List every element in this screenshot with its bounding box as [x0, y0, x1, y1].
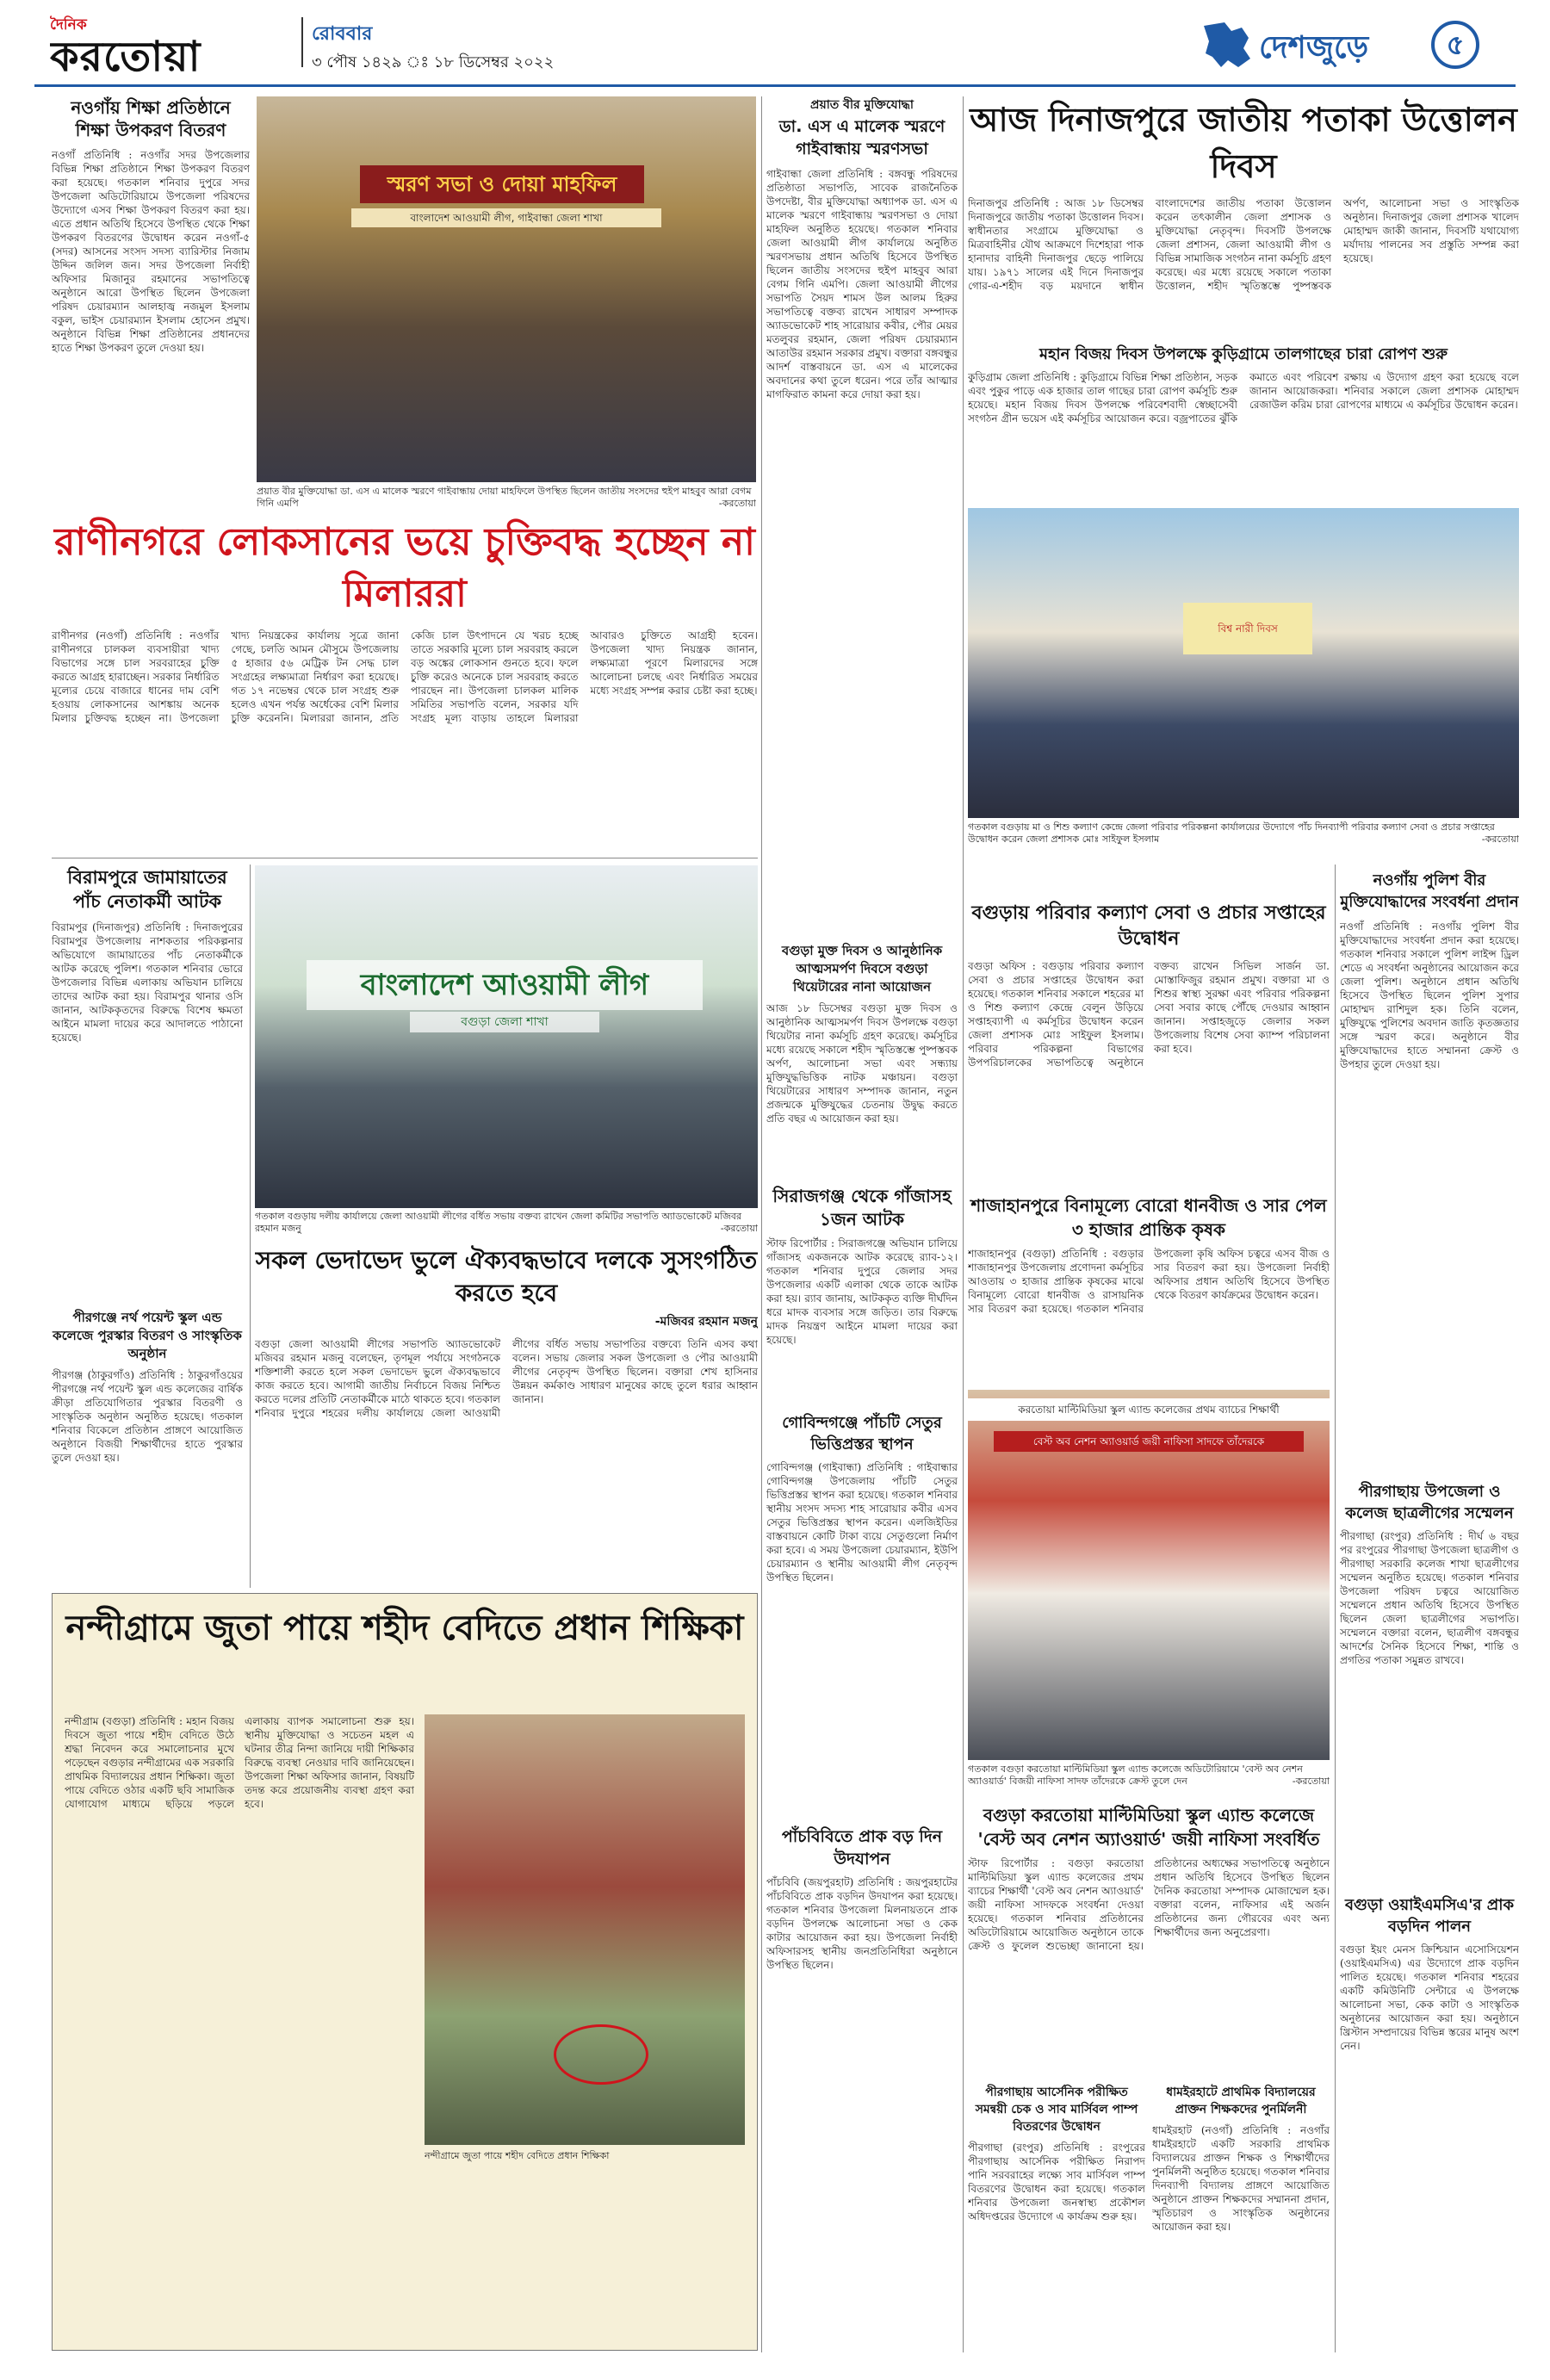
article-pirgachha-chhatraleague [1340, 1481, 1519, 1886]
headline: পীরগাছায় উপজেলা ও কলেজ ছাত্রলীগের সম্মেলন [1345, 1483, 1514, 1522]
article-pirgachha-arsenic [968, 2084, 1145, 2351]
article-kurigram-palm [968, 344, 1519, 499]
article-raninagar-millers [52, 517, 758, 827]
article-body: ধামইরহাট (নওগাঁ) প্রতিনিধি : নওগাঁর ধামইরহাটে একটি সরকারি প্রাথমিক বিদ্যালয়ের প্রাক্তন শিক্ষক ও শিক্ষার্থীদের পুনর্মিলনী অনুষ্ঠিত হয়েছে। গতকাল শনিবার দিনব্যাপী বিদ্যালয় প্রাঙ্গণে আয়োজিত অনুষ্ঠানে প্রাক্তন শিক্ষকদের সম্মাননা প্রদান, স্মৃতিচারণ ও সাংস্কৃতিক অনুষ্ঠানের আয়োজন করা হয়। [1152, 2124, 1330, 2233]
section-label [1197, 19, 1490, 71]
issue-day: রোববার [312, 23, 373, 45]
headline: রাণীনগরে লোকসানের ভয়ে চুক্তিবদ্ধ হচ্ছেন না মিলাররা [54, 520, 755, 616]
photo-caption [257, 486, 756, 513]
headline: বগুড়ায় পরিবার কল্যাণ সেবা ও প্রচার সপ্তাহের উদ্বোধন [971, 902, 1326, 950]
photo-caption: নন্দীগ্রামে জুতা পায়ে শহীদ বেদিতে প্রধান শিক্ষিকা [425, 2150, 610, 2161]
paper-logo-small: দৈনিক [50, 16, 87, 33]
headline: পীরগাছায় আর্সেনিক পরীক্ষিত সমন্বয়ী চেক ও সাব মার্সিবল পাম্প বিতরণের উদ্বোধন [975, 2086, 1138, 2134]
headline: ডা. এস এ মালেক স্মরণে গাইবান্ধায় স্মরণসভা [778, 117, 946, 158]
headline: পীরগঞ্জে নর্থ পয়েন্ট স্কুল এন্ড কলেজে পুরস্কার বিতরণ ও সাংস্কৃতিক অনুষ্ঠান [53, 1310, 242, 1361]
caption-text: গতকাল বগুড়া করতোয়া মাল্টিমিডিয়া স্কুল এ্যান্ড কলেজে অডিটোরিয়ামে 'বেস্ট অব নেশন অ্যাওয়ার্ড' বিজয়ী নাফিসা সাদফ তাঁদেরকে ক্রেস্ট তুলে দেন [968, 1763, 1303, 1787]
article-body: বিরামপুর (দিনাজপুর) প্রতিনিধি : দিনাজপুরের বিরামপুর উপজেলায় নাশকতার পরিকল্পনার অভিযোগে জামায়াতের পাঁচ নেতাকর্মীকে আটক করেছে পুলিশ। গতকাল শনিবার ভোরে উপজেলার বিভিন্ন এলাকায় অভিযান চালিয়ে তাদের আটক করা হয়। বিরামপুর থানার ওসি জানান, আটককৃতদের বিরুদ্ধে বিশেষ ক্ষমতা আইনে মামলা দায়ের করে আদালতে পাঠানো হয়েছে। [52, 921, 243, 1044]
headline: সকল ভেদাভেদ ভুলে ঐক্যবদ্ধভাবে দলকে সুসংগঠিত করতে হবে [255, 1246, 758, 1307]
article-bogura-family-welfare [968, 901, 1330, 1185]
article-body: নওগাঁ প্রতিনিধি : নওগাঁয় পুলিশ বীর মুক্তিযোদ্ধাদের সংবর্ধনা প্রদান করা হয়েছে। গতকাল শনিবার সকালে পুলিশ লাইন্স ড্রিল শেডে এ সংবর্ধনা অনুষ্ঠানের আয়োজন করে জেলা পুলিশ। অনুষ্ঠানে প্রধান অতিথি হিসেবে উপস্থিত ছিলেন পুলিশ সুপার মোহাম্মদ রাশিদুল হক। তিনি বলেন, মুক্তিযুদ্ধে পুলিশের অবদান জাতি কৃতজ্ঞতার সঙ্গে স্মরণ করে। অনুষ্ঠানে বীর মুক্তিযোদ্ধাদের হাতে সম্মাননা ক্রেস্ট ও উপহার তুলে দেওয়া হয়। [1340, 920, 1519, 1070]
article-body: বগুড়া অফিস : বগুড়ায় পরিবার কল্যাণ সেবা ও প্রচার সপ্তাহের উদ্বোধন করা হয়েছে। গতকাল শনিবার সকালে শহরের মা ও শিশু কল্যাণ কেন্দ্রে বেলুন উড়িয়ে সপ্তাহব্যাপী এ কর্মসূচির উদ্বোধন করেন জেলা প্রশাসক মোঃ সাইফুল ইসলাম। পরিবার পরিকল্পনা বিভাগের উপপরিচালকের সভাপতিত্বে অনুষ্ঠানে বক্তব্য রাখেন সিভিল সার্জন ডা. মোস্তাফিজুর রহমান প্রমুখ। বক্তারা মা ও শিশুর স্বাস্থ্য সুরক্ষা এবং পরিবার পরিকল্পনা সেবা সবার কাছে পৌঁছে দেওয়ার আহ্বান জানান। সপ্তাহজুড়ে জেলার সকল উপজেলায় বিশেষ সেবা ক্যাম্প পরিচালনা করা হবে। [968, 960, 1330, 1069]
article-panchbibi-christmas [766, 1825, 958, 2351]
article-sirajganj-arrest [766, 1185, 958, 1400]
column-rule [250, 865, 251, 1588]
article-naogaon-police [1340, 870, 1519, 1472]
photo-banner: করতোয়া মাল্টিমিডিয়া স্কুল এ্যান্ড কলেজের প্রথম ব্যাচের শিক্ষার্থী [968, 1398, 1330, 1421]
headline: শাজাহানপুরে বিনামূল্যে বোরো ধানবীজ ও সার পেল ৩ হাজার প্রান্তিক কৃষক [970, 1195, 1327, 1240]
caption-text: প্রয়াত বীর মুক্তিযোদ্ধা ডা. এস এ মালেক স্মরণে গাইবান্ধায় দোয়া মাহফিলে উপস্থিত ছিলেন জাতীয় সংসদের হুইপ মাহবুব আরা বেগম গিনি এমপি [257, 486, 752, 509]
photo-banner: বাংলাদেশ আওয়ামী লীগ [307, 960, 703, 1010]
photo-banner-sub: বেস্ট অব নেশন অ্যাওয়ার্ড জয়ী নাফিসা সাদফে তাঁদেরকে [994, 1431, 1304, 1452]
column-rule [963, 96, 964, 2352]
headline: গোবিন্দগঞ্জে পাঁচটি সেতুর ভিত্তিপ্রস্তর স্থাপন [782, 1414, 942, 1453]
caption-text: গতকাল বগুড়ায় দলীয় কার্যালয়ে জেলা আওয়ামী লীগের বর্ধিত সভায় বক্তব্য রাখেন জেলা কমিটির সভাপতি অ্যাডভোকেট মজিবর রহমান মজনু [255, 1211, 742, 1234]
article-body: শাজাহানপুর (বগুড়া) প্রতিনিধি : বগুড়ার শাজাহানপুর উপজেলায় প্রণোদনা কর্মসূচির আওতায় ৩ হাজার প্রান্তিক কৃষকের মাঝে বিনামূল্যে বোরো ধানবীজ ও রাসায়নিক সার বিতরণ করা হয়েছে। গতকাল শনিবার উপজেলা কৃষি অফিস চত্বরে এসব বীজ ও সার বিতরণ করা হয়। উপজেলা নির্বাহী অফিসার প্রধান অতিথি হিসেবে উপস্থিত থেকে বিতরণ কার্যক্রমের উদ্বোধন করেন। [968, 1248, 1330, 1315]
photo-caption [968, 1763, 1330, 1798]
kicker: প্রয়াত বীর মুক্তিযোদ্ধা [810, 98, 914, 112]
article-body: গাইবান্ধা জেলা প্রতিনিধি : বঙ্গবন্ধু পরিষদের প্রতিষ্ঠাতা সভাপতি, সাবেক রাজনৈতিক উপদেষ্টা, বীর মুক্তিযোদ্ধা অধ্যাপক ডা. এস এ মালেক স্মরণে গাইবান্ধায় স্মরণসভা ও দোয়া মাহফিল অনুষ্ঠিত হয়েছে। গতকাল শনিবার জেলা আওয়ামী লীগ কার্যালয়ে অনুষ্ঠিত স্মরণসভায় প্রধান অতিথি হিসেবে উপস্থিত ছিলেন জাতীয় সংসদের হুইপ মাহবুব আরা বেগম গিনি এমপি। জেলা আওয়ামী লীগের সভাপতি সৈয়দ শামস উল আলম হিরুর সভাপতিত্বে বক্তব্য রাখেন সাধারণ সম্পাদক অ্যাডভোকেট শাহ সারোয়ার কবীর, পৌর মেয়র মতলুবর রহমান, জেলা পরিষদ চেয়ারম্যান আতাউর রহমান সরকার প্রমুখ। বক্তারা বঙ্গবন্ধুর আদর্শ বাস্তবায়নে ডা. এস এ মালেকের অবদানের কথা তুলে ধরেন। পরে তাঁর আত্মার মাগফিরাত কামনা করে দোয়া করা হয়। [766, 168, 958, 400]
photo-banner-sub: বগুড়া জেলা শাখা [410, 1012, 599, 1032]
article-nandigram-teacher [52, 1593, 758, 2351]
article-gaibandha-memorial [766, 96, 958, 1018]
article-body: পীরগাছা (রংপুর) প্রতিনিধি : রংপুরের পীরগাছায় আর্সেনিক পরীক্ষিত নিরাপদ পানি সরবরাহের লক্ষ্যে সাব মার্সিবল পাম্প বিতরণের উদ্বোধন করা হয়েছে। গতকাল শনিবার উপজেলা জনস্বাস্থ্য প্রকৌশল অধিদপ্তরের উদ্যোগে এ কার্যক্রম শুরু হয়। [968, 2141, 1145, 2222]
photo-nandigram-teacher [425, 1714, 745, 2145]
headline: পাঁচবিবিতে প্রাক বড় দিন উদযাপন [781, 1827, 943, 1869]
article-shajahanpur-seeds [968, 1193, 1330, 1383]
headline: ধামইরহাটে প্রাথমিক বিদ্যালয়ের প্রাক্তন শিক্ষকদের পুনর্মিলনী [1166, 2086, 1316, 2117]
headline: বগুড়া ওয়াইএমসিএ'র প্রাক বড়দিন পালন [1344, 1896, 1515, 1936]
issue-date: ৩ পৌষ ১৪২৯ ঃ ১৮ ডিসেম্বর ২০২২ [312, 53, 555, 71]
photo-memorial-meeting [257, 96, 756, 482]
photo-banner: বিশ্ব নারী দিবস [1183, 603, 1312, 654]
headline: আজ দিনাজপুরে জাতীয় পতাকা উত্তোলন দিবস [970, 101, 1517, 185]
headline: মহান বিজয় দিবস উপলক্ষে কুড়িগ্রামে তালগাছের চারা রোপণ শুরু [1038, 345, 1448, 363]
photo-caption [968, 821, 1519, 849]
article-body: আজ ১৮ ডিসেম্বর বগুড়া মুক্ত দিবস ও আনুষ্ঠানিক আত্মসমর্পণ দিবস উপলক্ষে বগুড়া থিয়েটার নানা কর্মসূচি গ্রহণ করেছে। কর্মসূচির মধ্যে রয়েছে সকালে শহীদ স্মৃতিস্তম্ভে পুষ্পস্তবক অর্পণ, আলোচনা সভা এবং সন্ধ্যায় মুক্তিযুদ্ধভিত্তিক নাটক মঞ্চায়ন। বগুড়া থিয়েটারের সাধারণ সম্পাদক জানান, নতুন প্রজন্মকে মুক্তিযুদ্ধের চেতনায় উদ্বুদ্ধ করতে প্রতি বছর এ আয়োজন করা হয়। [766, 1002, 958, 1125]
caption-text: গতকাল বগুড়ায় মা ও শিশু কল্যাণ কেন্দ্রে জেলা পরিবার পরিকল্পনা কার্যালয়ের উদ্যোগে পাঁচ দিনব্যাপী পরিবার কল্যাণ সেবা ও প্রচার সপ্তাহের উদ্বোধন করেন জেলা প্রশাসক মোঃ সাইফুল ইসলাম [968, 821, 1495, 845]
byline: -মজিবর রহমান মজনু [654, 1315, 758, 1329]
article-body: বগুড়া ইয়ং মেনস ক্রিশ্চিয়ান এসোসিয়েশন (ওয়াইএমসিএ) এর উদ্যোগে প্রাক বড়দিন পালিত হয়েছে। গতকাল শনিবার শহরের একটি কমিউনিটি সেন্টারে এ উপলক্ষে আলোচনা সভা, কেক কাটা ও সাংস্কৃতিক অনুষ্ঠানের আয়োজন করা হয়। অনুষ্ঠানে খ্রিস্টান সম্প্রদায়ের বিভিন্ন স্তরের মানুষ অংশ নেন। [1340, 1943, 1519, 2052]
article-dhamoirhat-reunion [1152, 2084, 1330, 2351]
headline: নন্দীগ্রামে জুতা পায়ে শহীদ বেদিতে প্রধান শিক্ষিকা [65, 1608, 744, 1648]
photo-family-welfare [968, 508, 1519, 818]
bangladesh-map-icon [1197, 19, 1257, 71]
masthead [0, 0, 1550, 86]
photo-nafisa-award [968, 1390, 1330, 1760]
paper-logo [50, 14, 300, 74]
caption-credit: -করতোয়া [1481, 834, 1519, 845]
highlight-circle [554, 2024, 648, 2085]
article-body: পীরগঞ্জ (ঠাকুরগাঁও) প্রতিনিধি : ঠাকুরগাঁওয়ের পীরগঞ্জে নর্থ পয়েন্ট স্কুল এন্ড কলেজের বার্ষিক ক্রীড়া প্রতিযোগিতার পুরস্কার বিতরণী ও সাংস্কৃতিক অনুষ্ঠান অনুষ্ঠিত হয়েছে। গতকাল শনিবার বিকেলে প্রতিষ্ঠান প্রাঙ্গণে আয়োজিত অনুষ্ঠানে বিজয়ী শিক্ষার্থীদের হাতে পুরস্কার তুলে দেওয়া হয়। [52, 1369, 243, 1464]
caption-credit: -করতোয়া [720, 1223, 758, 1234]
section-title: দেশজুড়ে [1259, 30, 1369, 65]
article-body: নওগাঁ প্রতিনিধি : নওগাঁর সদর উপজেলার বিভিন্ন শিক্ষা প্রতিষ্ঠানে শিক্ষা উপকরণ বিতরণ করা হয়েছে। গতকাল শনিবার দুপুরে সদর উপজেলা অডিটোরিয়ামে উপজেলা পরিষদের উদ্যোগে এসব শিক্ষা উপকরণ বিতরণ করা হয়। এতে প্রধান অতিথি হিসেবে উপস্থিত থেকে শিক্ষা উপকরণ বিতরণের উদ্বোধন করেন নওগাঁ-৫ (সদর) আসনের সংসদ সদস্য ব্যারিস্টার নিজাম উদ্দিন জলিল জন। সদর উপজেলা নির্বাহী অফিসার মিজানুর রহমানের সভাপতিত্বে অনুষ্ঠানে আরো উপস্থিত ছিলেন উপজেলা পরিষদ চেয়ারম্যান আলহাজ্ব নজমুল ইসলাম বকুল, ভাইস চেয়ারম্যান ইসলাম হোসেন প্রমুখ। অনুষ্ঠানে বিভিন্ন শিক্ষা প্রতিষ্ঠানের প্রধানদের হাতে শিক্ষা উপকরণ তুলে দেওয়া হয়। [52, 149, 250, 354]
article-body: স্টাফ রিপোর্টার : বগুড়া করতোয়া মাল্টিমিডিয়া স্কুল এ্যান্ড কলেজের প্রথম ব্যাচের শিক্ষার্থী 'বেস্ট অব নেশন অ্যাওয়ার্ড' জয়ী নাফিসা সাদফকে সংবর্ধনা দেওয়া হয়েছে। গতকাল শনিবার প্রতিষ্ঠানের অডিটোরিয়ামে আয়োজিত অনুষ্ঠানে তাকে ক্রেস্ট ও ফুলেল শুভেচ্ছা জানানো হয়। প্রতিষ্ঠানের অধ্যক্ষের সভাপতিত্বে অনুষ্ঠানে প্রধান অতিথি হিসেবে উপস্থিত ছিলেন দৈনিক করতোয়া সম্পাদক মোজাম্মেল হক। বক্তারা বলেন, নাফিসার এই অর্জন প্রতিষ্ঠানের জন্য গৌরবের এবং অন্য শিক্ষার্থীদের জন্য অনুপ্রেরণা। [968, 1857, 1330, 1952]
headline: বিরামপুরে জামায়াতের পাঁচ নেতাকর্মী আটক [67, 867, 227, 912]
article-body: পীরগাছা (রংপুর) প্রতিনিধি : দীর্ঘ ৬ বছর পর রংপুরের পীরগাছা উপজেলা ছাত্রলীগ ও পীরগাছা সরকারি কলেজ শাখা ছাত্রলীগের সম্মেলন অনুষ্ঠিত হয়েছে। গতকাল শনিবার উপজেলা পরিষদ চত্বরে আয়োজিত সম্মেলনে প্রধান অতিথি হিসেবে উপস্থিত ছিলেন জেলা ছাত্রলীগের সভাপতি। সম্মেলনে বক্তারা বলেন, ছাত্রলীগ বঙ্গবন্ধুর আদর্শের সৈনিক হিসেবে শিক্ষা, শান্তি ও প্রগতির পতাকা সমুন্নত রাখবে। [1340, 1530, 1519, 1666]
article-body: দিনাজপুর প্রতিনিধি : আজ ১৮ ডিসেম্বর দিনাজপুরে জাতীয় পতাকা উত্তোলন দিবস। স্বাধীনতার সংগ্রামে মুক্তিযোদ্ধা ও মিত্রবাহিনীর যৌথ আক্রমণে দিশেহারা পাক হানাদার বাহিনী দিনাজপুর ছেড়ে পালিয়ে যায়। ১৯৭১ সালের এই দিনে দিনাজপুর গোর-এ-শহীদ বড় ময়দানে স্বাধীন বাংলাদেশের জাতীয় পতাকা উত্তোলন করেন তৎকালীন জেলা প্রশাসক ও মুক্তিযোদ্ধা নেতৃবৃন্দ। দিবসটি উপলক্ষে জেলা প্রশাসন, জেলা আওয়ামী লীগ ও বিভিন্ন সামাজিক সংগঠন নানা কর্মসূচি গ্রহণ করেছে। এর মধ্যে রয়েছে সকালে পতাকা উত্তোলন, শহীদ স্মৃতিস্তম্ভে পুষ্পস্তবক অর্পণ, আলোচনা সভা ও সাংস্কৃতিক অনুষ্ঠান। দিনাজপুর জেলা প্রশাসক খালেদ মোহাম্মদ জাকী জানান, দিবসটি যথাযোগ্য মর্যাদায় পালনের সব প্রস্তুতি সম্পন্ন করা হয়েছে। [968, 197, 1519, 292]
article-body: নন্দীগ্রাম (বগুড়া) প্রতিনিধি : মহান বিজয় দিবসে জুতা পায়ে শহীদ বেদিতে উঠে শ্রদ্ধা নিবেদন করে সমালোচনার মুখে পড়েছেন বগুড়ার নন্দীগ্রামের এক সরকারি প্রাথমিক বিদ্যালয়ের প্রধান শিক্ষিকা। জুতা পায়ে বেদিতে ওঠার একটি ছবি সামাজিক যোগাযোগ মাধ্যমে ছড়িয়ে পড়লে এলাকায় ব্যাপক সমালোচনা শুরু হয়। স্থানীয় মুক্তিযোদ্ধা ও সচেতন মহল এ ঘটনার তীব্র নিন্দা জানিয়ে দায়ী শিক্ষিকার বিরুদ্ধে ব্যবস্থা নেওয়ার দাবি জানিয়েছেন। উপজেলা শিক্ষা অফিসার জানান, বিষয়টি তদন্ত করে প্রয়োজনীয় ব্যবস্থা গ্রহণ করা হবে। [65, 1715, 414, 1810]
article-body: রাণীনগর (নওগাঁ) প্রতিনিধি : নওগাঁর রাণীনগরে চালকল ব্যবসায়ীরা খাদ্য বিভাগের সঙ্গে চাল সরবরাহের চুক্তি করতে আগ্রহ হারাচ্ছেন। সরকার নির্ধারিত মূল্যের চেয়ে বাজারে ধানের দাম বেশি হওয়ায় লোকসানের আশঙ্কায় অনেক মিলার চুক্তিবদ্ধ হচ্ছেন না। উপজেলা খাদ্য নিয়ন্ত্রকের কার্যালয় সূত্রে জানা গেছে, চলতি আমন মৌসুমে উপজেলায় ৫ হাজার ৫৬ মেট্রিক টন সেদ্ধ চাল সংগ্রহের লক্ষ্যমাত্রা নির্ধারণ করা হয়েছে। গত ১৭ নভেম্বর থেকে চাল সংগ্রহ শুরু হলেও এখন পর্যন্ত অর্ধেকের বেশি মিলার চুক্তি করেননি। মিলাররা জানান, প্রতি কেজি চাল উৎপাদনে যে খরচ হচ্ছে তাতে সরকারি মূল্যে চাল সরবরাহ করলে বড় অঙ্কের লোকসান গুনতে হবে। ফলে চুক্তি করেও অনেকে চাল সরবরাহ করতে পারছেন না। উপজেলা চালকল মালিক সমিতির সভাপতি বলেন, সরকার যদি সংগ্রহ মূল্য বাড়ায় তাহলে মিলাররা আবারও চুক্তিতে আগ্রহী হবেন। উপজেলা খাদ্য নিয়ন্ত্রক জানান, লক্ষ্যমাত্রা পূরণে মিলারদের সঙ্গে আলোচনা চলছে এবং নির্ধারিত সময়ের মধ্যে সংগ্রহ সম্পন্ন করার চেষ্টা করা হচ্ছে। [52, 629, 758, 724]
photo-awami-league [255, 865, 758, 1208]
article-dinajpur-flag [968, 96, 1519, 338]
article-body: বগুড়া জেলা আওয়ামী লীগের সভাপতি অ্যাডভোকেট মজিবর রহমান মজনু বলেছেন, তৃণমূল পর্যায়ে সংগঠনকে শক্তিশালী করতে হলে সকল ভেদাভেদ ভুলে ঐক্যবদ্ধভাবে কাজ করতে হবে। আগামী জাতীয় নির্বাচনে বিজয় নিশ্চিত করতে দলের প্রতিটি নেতাকর্মীকে মাঠে থাকতে হবে। গতকাল শনিবার দুপুরে শহরের দলীয় কার্যালয়ে জেলা আওয়ামী লীগের বর্ধিত সভায় সভাপতির বক্তব্যে তিনি এসব কথা বলেন। সভায় জেলার সকল উপজেলা ও পৌর আওয়ামী লীগের নেতৃবৃন্দ উপস্থিত ছিলেন। বক্তারা শেখ হাসিনার উন্নয়ন কর্মকাণ্ড সাধারণ মানুষের কাছে তুলে ধরার আহ্বান জানান। [255, 1338, 758, 1419]
photo-banner: স্মরণ সভা ও দোয়া মাহফিল [360, 165, 644, 203]
article-body: পাঁচবিবি (জয়পুরহাট) প্রতিনিধি : জয়পুরহাটের পাঁচবিবিতে প্রাক বড়দিন উদযাপন করা হয়েছে। গতকাল শনিবার উপজেলা মিলনায়তনে প্রাক বড়দিন উপলক্ষে আলোচনা সভা ও কেক কাটার আয়োজন করা হয়। উপজেলা নির্বাহী অফিসারসহ স্থানীয় জনপ্রতিনিধিরা অনুষ্ঠানে উপস্থিত ছিলেন। [766, 1876, 958, 1971]
masthead-divider [301, 17, 303, 67]
headline: বগুড়া মুক্ত দিবস ও আনুষ্ঠানিক আত্মসমর্পণ দিবসে বগুড়া থিয়েটারের নানা আয়োজন [781, 943, 943, 995]
headline: নওগাঁয় শিক্ষা প্রতিষ্ঠানে শিক্ষা উপকরণ বিতরণ [71, 97, 231, 140]
article-body: কুড়িগ্রাম জেলা প্রতিনিধি : কুড়িগ্রামে বিভিন্ন শিক্ষা প্রতিষ্ঠান, সড়ক এবং পুকুর পাড়ে এক হাজার তাল গাছের চারা রোপণ কর্মসূচি শুরু হয়েছে। মহান বিজয় দিবস উপলক্ষে পরিবেশবাদী স্বেচ্ছাসেবী সংগঠন গ্রীন ভয়েস এই কর্মসূচির আয়োজন করে। বজ্রপাতের ঝুঁকি কমাতে এবং পরিবেশ রক্ষায় এ উদ্যোগ গ্রহণ করা হয়েছে বলে জানান আয়োজকরা। শনিবার সকালে জেলা প্রশাসক মোহাম্মদ রেজাউল করিম চারা রোপণের মাধ্যমে এ কর্মসূচির উদ্বোধন করেন। [968, 371, 1519, 425]
photo-banner-sub: বাংলাদেশ আওয়ামী লীগ, গাইবান্ধা জেলা শাখা [351, 208, 661, 227]
article-birampur-arrest [52, 865, 243, 1296]
photo-caption [255, 1211, 758, 1238]
article-bogura-theatre [766, 942, 958, 1175]
caption-credit: -করতোয়া [1292, 1776, 1330, 1787]
article-bogura-ymca [1340, 1894, 1519, 2351]
article-pirganj-school [52, 1309, 243, 1576]
headline: সিরাজগঞ্জ থেকে গাঁজাসহ ১জন আটক [772, 1186, 952, 1230]
column-rule [1335, 865, 1336, 2352]
headline: নওগাঁয় পুলিশ বীর মুক্তিযোদ্ধাদের সংবর্ধনা প্রদান [1340, 871, 1519, 911]
paper-logo-name: করতোয়া [50, 33, 202, 74]
column-rule [761, 96, 762, 2352]
headline: বগুড়া করতোয়া মাল্টিমিডিয়া স্কুল এ্যান্ড কলেজে 'বেস্ট অব নেশন অ্যাওয়ার্ড' জয়ী নাফিসা সংবর্ধিত [977, 1805, 1320, 1850]
page-number: ৫ [1431, 21, 1479, 69]
article-body: স্টাফ রিপোর্টার : সিরাজগঞ্জে অভিযান চালিয়ে গাঁজাসহ একজনকে আটক করেছে র‍্যাব-১২। গতকাল শনিবার দুপুরে জেলার সদর উপজেলার একটি এলাকা থেকে তাকে আটক করা হয়। র‍্যাব জানায়, আটককৃত ব্যক্তি দীর্ঘদিন ধরে মাদক ব্যবসার সঙ্গে জড়িত। তার বিরুদ্ধে মাদক নিয়ন্ত্রণ আইনে মামলা দায়ের করা হয়েছে। [766, 1237, 958, 1346]
masthead-rule [34, 84, 1516, 87]
caption-credit: -করতোয়া [718, 498, 756, 509]
article-nafisa-reception [968, 1803, 1330, 2079]
article-gobindaganj-bridges [766, 1412, 958, 1817]
article-body: গোবিন্দগঞ্জ (গাইবান্ধা) প্রতিনিধি : গাইবান্ধার গোবিন্দগঞ্জ উপজেলায় পাঁচটি সেতুর ভিত্তিপ্রস্তর স্থাপন করা হয়েছে। গতকাল শনিবার স্থানীয় সংসদ সদস্য শাহ সারোয়ার কবীর এসব সেতুর ভিত্তিপ্রস্তর স্থাপন করেন। এলজিইডির বাস্তবায়নে কোটি টাকা ব্যয়ে সেতুগুলো নির্মাণ করা হবে। এ সময় উপজেলা চেয়ারম্যান, ইউপি চেয়ারম্যান ও স্থানীয় আওয়ামী লীগ নেতৃবৃন্দ উপস্থিত ছিলেন। [766, 1461, 958, 1584]
article-bogura-awami-unity [255, 1244, 758, 1589]
